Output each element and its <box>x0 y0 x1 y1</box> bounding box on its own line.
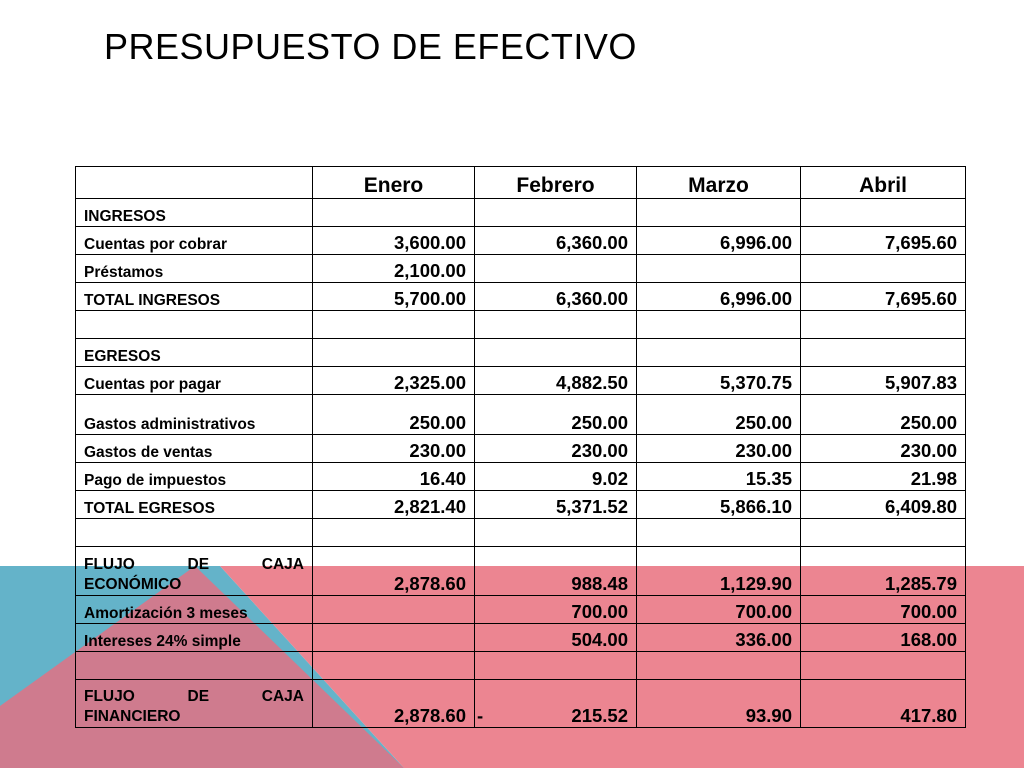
table-cell: 230.00 <box>313 435 475 463</box>
empty-row <box>76 311 966 339</box>
table-row <box>76 596 966 624</box>
table-cell: 7,695.60 <box>801 283 966 311</box>
header-row <box>76 167 966 199</box>
table-cell: 1,129.90 <box>637 547 801 596</box>
table-cell: 1,285.79 <box>801 547 966 596</box>
table-cell: 2,878.60 <box>313 547 475 596</box>
empty-row <box>76 519 966 547</box>
table-row <box>76 624 966 652</box>
header-empty-cell <box>76 167 313 199</box>
row-label: TOTAL INGRESOS <box>76 283 313 311</box>
table-cell <box>475 255 637 283</box>
table-cell: 504.00 <box>475 624 637 652</box>
table-cell: 5,866.10 <box>637 491 801 519</box>
table-row <box>76 547 966 596</box>
table-cell: 250.00 <box>313 395 475 435</box>
table-cell <box>313 596 475 624</box>
table-row <box>76 227 966 255</box>
row-label: Préstamos <box>76 255 313 283</box>
table-cell: 168.00 <box>801 624 966 652</box>
table-cell: 230.00 <box>801 435 966 463</box>
table-cell: 5,371.52 <box>475 491 637 519</box>
row-label: TOTAL EGRESOS <box>76 491 313 519</box>
table-cell: 93.90 <box>637 680 801 728</box>
table-cell: 2,100.00 <box>313 255 475 283</box>
table-row <box>76 435 966 463</box>
table-cell <box>637 255 801 283</box>
table-row <box>76 395 966 435</box>
table-cell: 250.00 <box>801 395 966 435</box>
table-cell: 15.35 <box>637 463 801 491</box>
table-cell: 5,700.00 <box>313 283 475 311</box>
slide-title: PRESUPUESTO DE EFECTIVO <box>104 26 637 67</box>
table-cell: 16.40 <box>313 463 475 491</box>
budget-table <box>75 166 966 728</box>
table-cell: 9.02 <box>475 463 637 491</box>
table-row <box>76 255 966 283</box>
table-cell <box>801 255 966 283</box>
table-row <box>76 283 966 311</box>
header-enero: Enero <box>313 167 475 199</box>
row-label-flujo-economico: FLUJO DE CAJA ECONÓMICO <box>76 547 313 596</box>
table-cell: 3,600.00 <box>313 227 475 255</box>
table-cell: 250.00 <box>637 395 801 435</box>
table-row <box>76 367 966 395</box>
table-cell: 6,996.00 <box>637 227 801 255</box>
table-cell: 5,370.75 <box>637 367 801 395</box>
row-label: Cuentas por pagar <box>76 367 313 395</box>
table-cell: 250.00 <box>475 395 637 435</box>
table-cell: 21.98 <box>801 463 966 491</box>
table-cell: 230.00 <box>637 435 801 463</box>
row-label: Cuentas por cobrar <box>76 227 313 255</box>
table-cell: 2,325.00 <box>313 367 475 395</box>
table-cell: 230.00 <box>475 435 637 463</box>
table-cell: 700.00 <box>801 596 966 624</box>
empty-row <box>76 652 966 680</box>
table-cell: 5,907.83 <box>801 367 966 395</box>
table-row <box>76 491 966 519</box>
table-cell: 4,882.50 <box>475 367 637 395</box>
table-cell: 336.00 <box>637 624 801 652</box>
negative-value: 215.52 <box>571 705 628 726</box>
table-cell: 988.48 <box>475 547 637 596</box>
table-row <box>76 339 966 367</box>
table-cell: 6,996.00 <box>637 283 801 311</box>
row-label: Amortización 3 meses <box>76 596 313 624</box>
table-cell <box>313 624 475 652</box>
table-cell: 2,821.40 <box>313 491 475 519</box>
table-row <box>76 680 966 728</box>
negative-value-cell <box>475 680 637 728</box>
row-label-flujo-financiero: FLUJO DE CAJA FINANCIERO <box>76 680 313 728</box>
table-cell: 6,360.00 <box>475 283 637 311</box>
row-label: Intereses 24% simple <box>76 624 313 652</box>
row-label: Gastos administrativos <box>76 395 313 435</box>
row-label-ingresos: INGRESOS <box>76 199 313 227</box>
table-cell: 417.80 <box>801 680 966 728</box>
table-cell: 700.00 <box>637 596 801 624</box>
header-abril: Abril <box>801 167 966 199</box>
negative-sign: - <box>477 705 484 726</box>
header-marzo: Marzo <box>637 167 801 199</box>
table-cell: 2,878.60 <box>313 680 475 728</box>
row-label: Gastos de ventas <box>76 435 313 463</box>
table-row <box>76 463 966 491</box>
header-febrero: Febrero <box>475 167 637 199</box>
table-cell: 700.00 <box>475 596 637 624</box>
table-cell: 6,360.00 <box>475 227 637 255</box>
table-cell: 7,695.60 <box>801 227 966 255</box>
row-label-egresos: EGRESOS <box>76 339 313 367</box>
row-label: Pago de impuestos <box>76 463 313 491</box>
table-cell: 6,409.80 <box>801 491 966 519</box>
table-row <box>76 199 966 227</box>
